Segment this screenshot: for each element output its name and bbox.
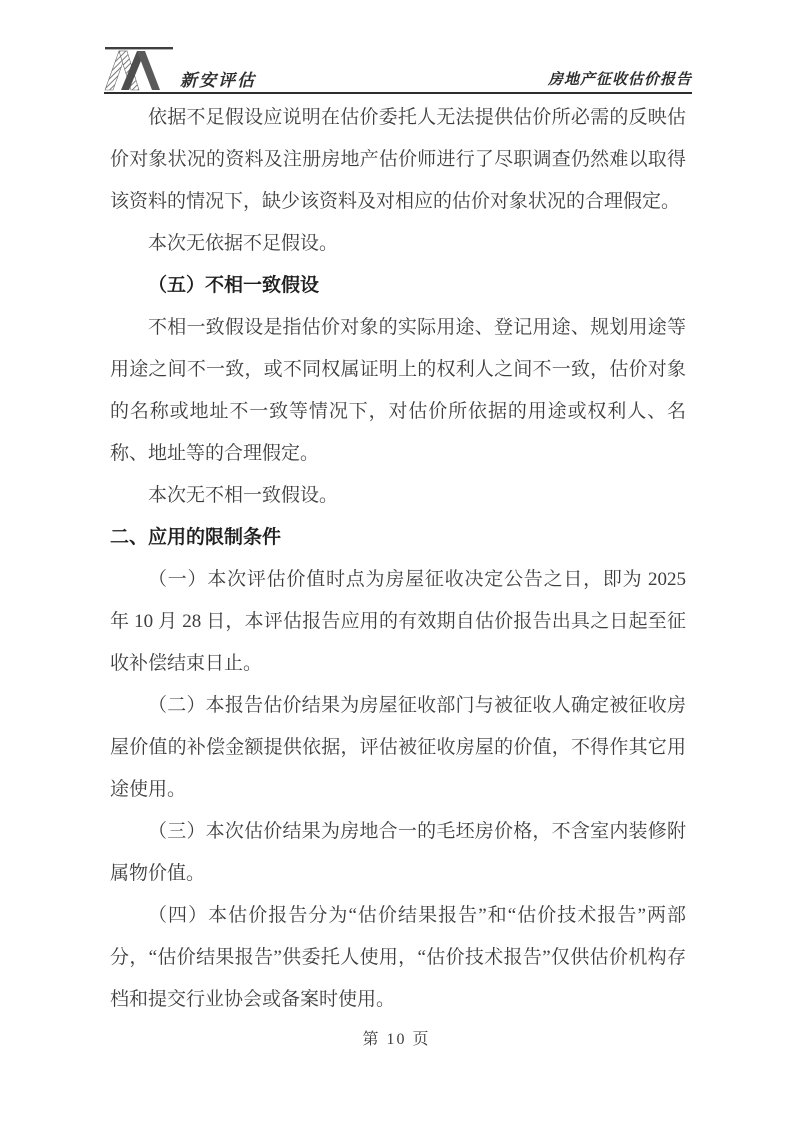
paragraph-no-basis-insufficient: 本次无依据不足假设。 [148, 233, 339, 254]
paragraph-limitation-item-4: （四）本估价报告分为“估价结果报告”和“估价技术报告”两部分，“估价结果报告”供委托人使用，“估价技术报告”仅供估价机构存档和提交行业协会或备案时使用。 [110, 905, 686, 1010]
company-logo-text: 新安评估 [180, 71, 256, 90]
page-footer [0, 1026, 793, 1049]
paragraph-limitation-item-3: （三）本次估价结果为房地合一的毛坯房价格，不含室内装修附属物价值。 [110, 821, 686, 884]
report-type-title: 房地产征收估价报告 [547, 72, 692, 88]
paragraph-inconsistency-definition: 不相一致假设是指估价对象的实际用途、登记用途、规划用途等用途之间不一致，或不同权属证明上的权利人之间不一致，估价对象的名称或地址不一致等情况下，对估价所依据的用途或权利人、名称、地址等的合理假定。 [110, 317, 686, 464]
paragraph-limitation-item-2: （二）本报告估价结果为房屋征收部门与被征收人确定被征收房屋价值的补偿金额提供依据，评估被征收房屋的价值，不得作其它用途使用。 [110, 695, 686, 800]
section-heading-usage-limitations: 二、应用的限制条件 [110, 527, 282, 548]
page-number: 第 10 页 [362, 1031, 431, 1048]
company-logo-icon [104, 44, 174, 92]
header-divider [104, 92, 692, 94]
page-header [104, 46, 692, 92]
document-body [110, 97, 686, 1021]
paragraph-basis-insufficient-assumption: 依据不足假设应说明在估价委托人无法提供估价所必需的反映估价对象状况的资料及注册房地产估价师进行了尽职调查仍然难以取得该资料的情况下，缺少该资料及对相应的估价对象状况的合理假定。 [110, 107, 686, 212]
paragraph-limitation-item-1: （一）本次评估价值时点为房屋征收决定公告之日，即为 2025 年 10 月 28 日，本评估报告应用的有效期自估价报告出具之日起至征收补偿结束日止。 [110, 569, 686, 674]
paragraph-no-inconsistency: 本次无不相一致假设。 [148, 485, 339, 506]
company-logo [104, 44, 256, 92]
sub-heading-inconsistency-assumption: （五）不相一致假设 [148, 275, 320, 296]
